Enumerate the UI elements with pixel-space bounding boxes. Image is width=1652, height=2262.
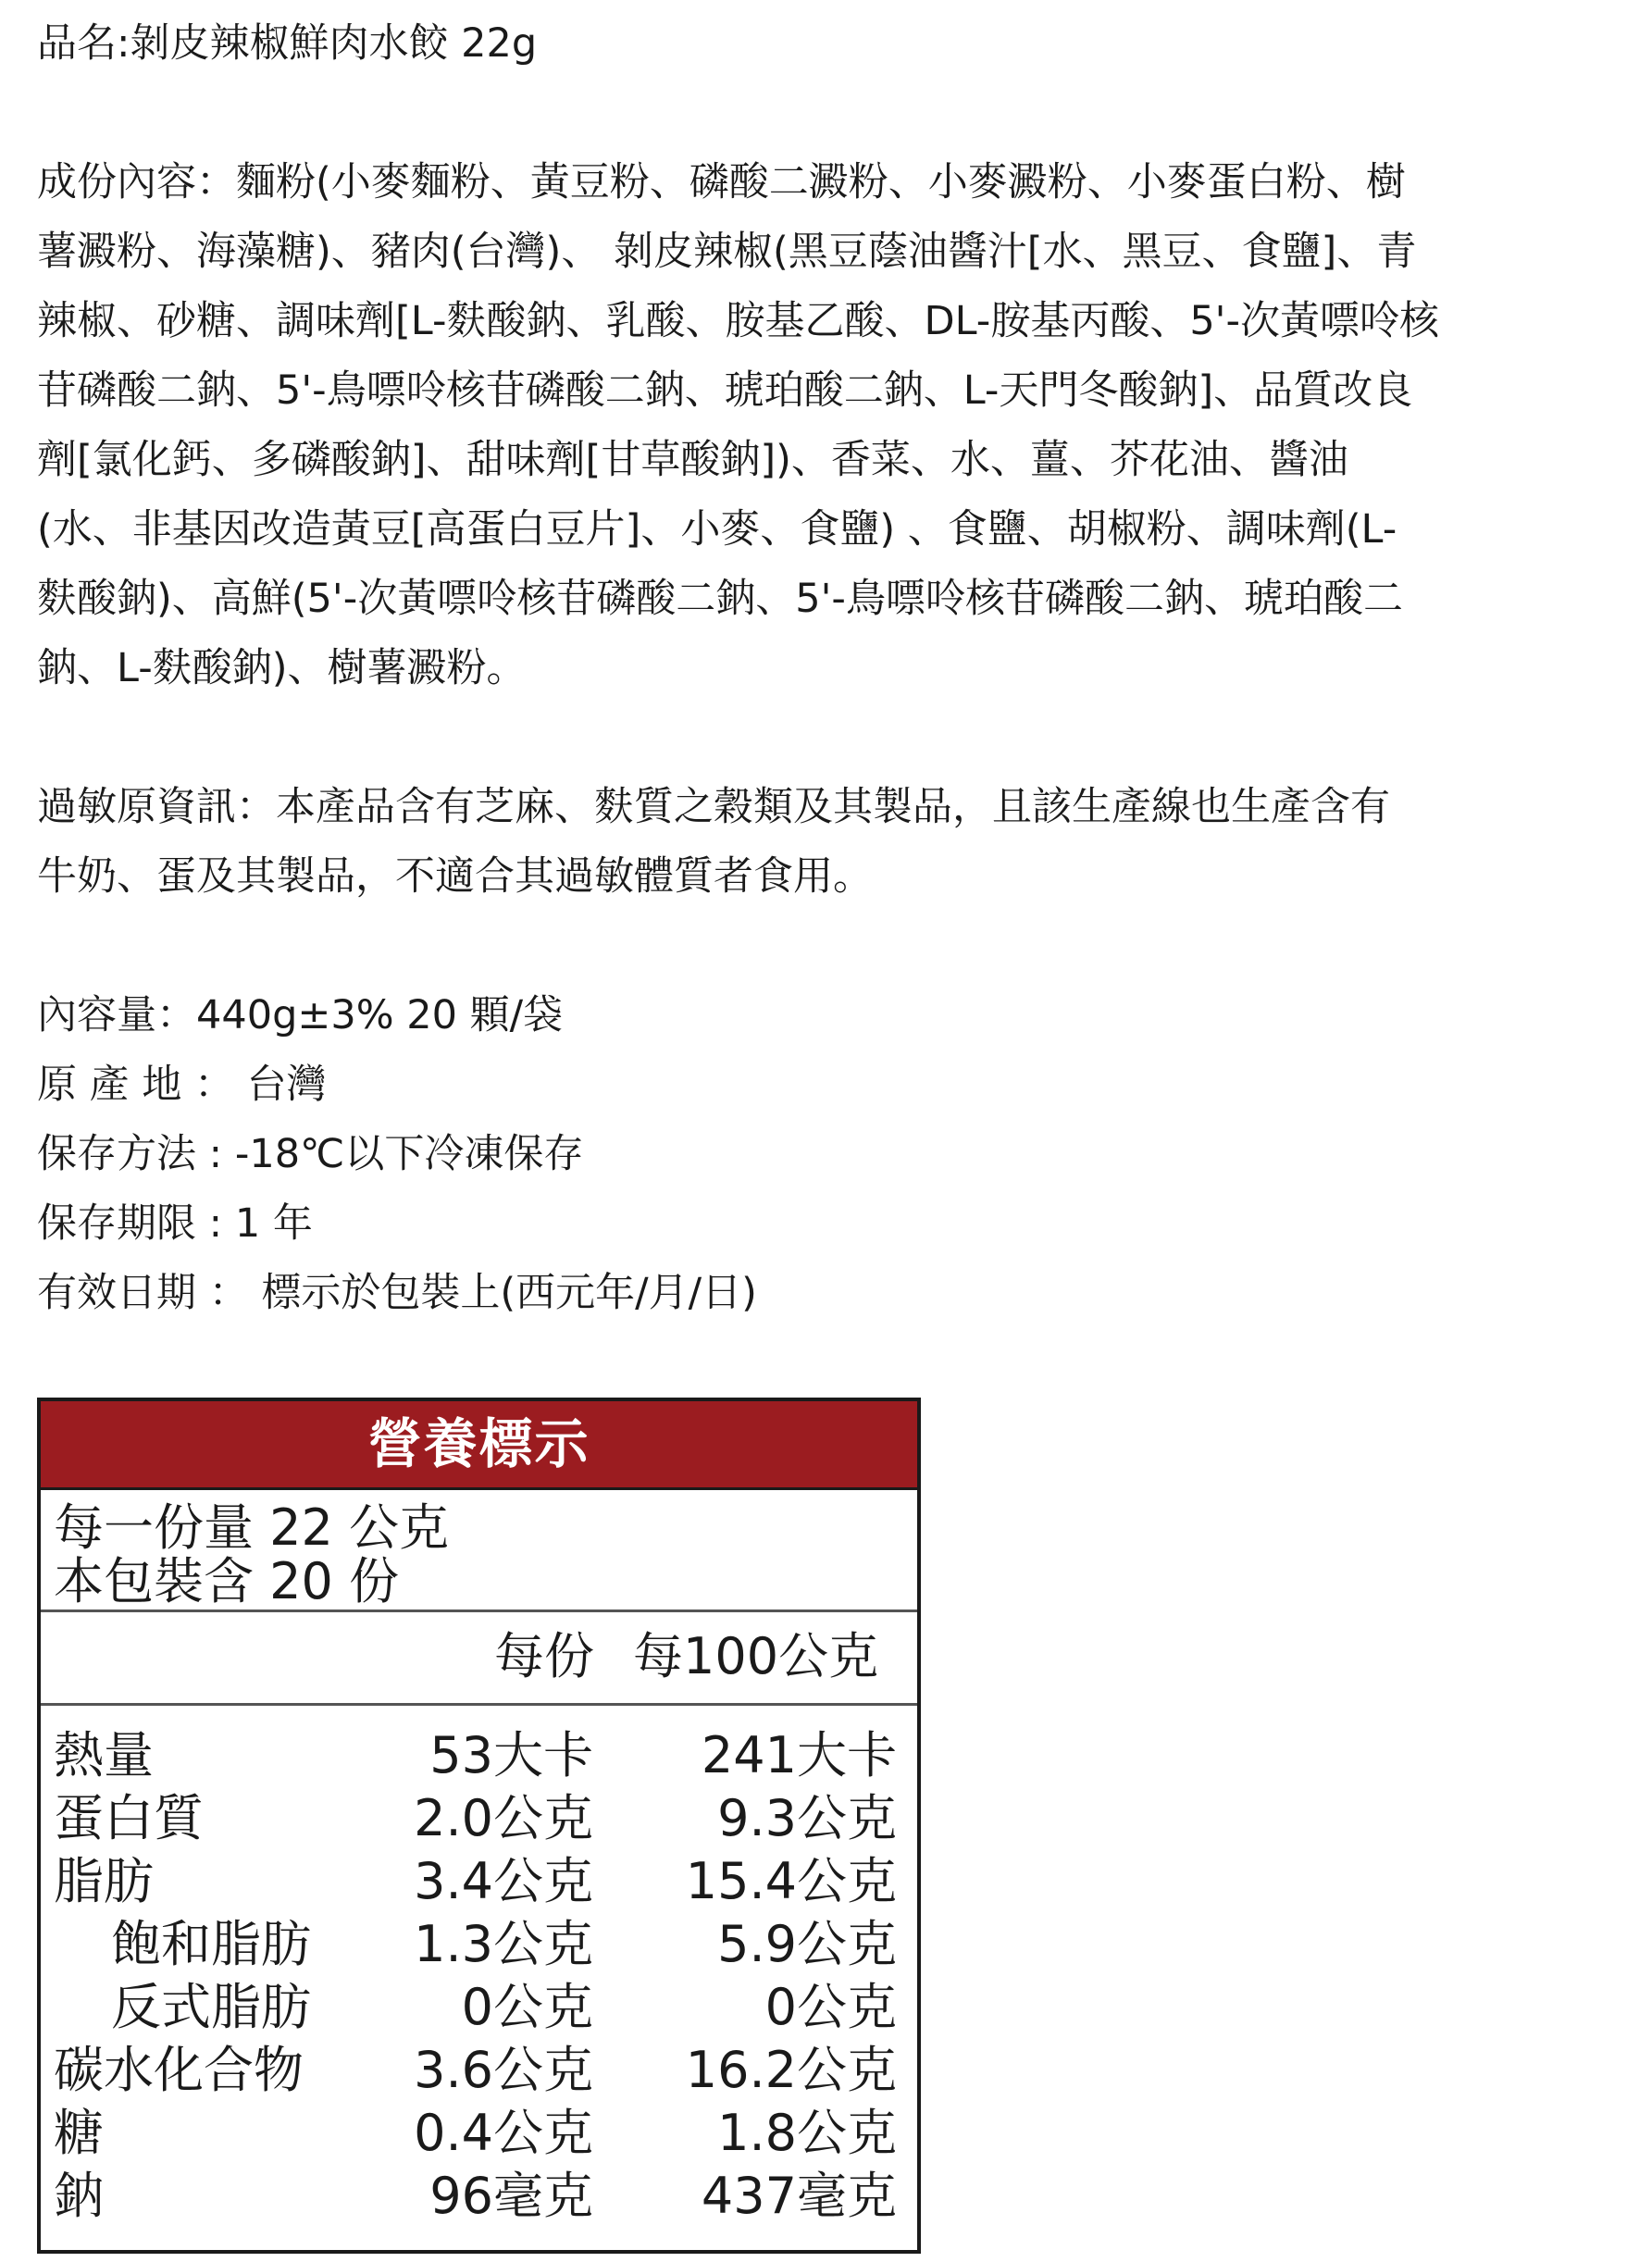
nutrient-label: 反式脂肪 [111,1978,311,2036]
table-row [41,1913,917,1976]
net-content: 內容量：440g±3% 20 顆/袋 [37,992,564,1038]
per-serving-value: 2.0公克 [414,1789,593,1847]
ingredients-line: 辣椒、砂糖、調味劑[L-麩酸鈉、乳酸、胺基乙酸、DL-胺基丙酸、5'-次黃嘌呤核 [37,298,1440,344]
servings-per-pack: 本包裝含 20 份 [54,1552,400,1610]
nutrition-facts-table [37,1398,921,2254]
nutrient-label: 熱量 [54,1726,154,1784]
per-serving-value: 3.6公克 [414,2041,593,2099]
ingredients-line: 成份內容：麵粉(小麥麵粉、黃豆粉、磷酸二澱粉、小麥澱粉、小麥蛋白粉、樹 [37,159,1406,205]
nutrient-label: 蛋白質 [54,1789,204,1847]
ingredients-line: 薯澱粉、海藻糖)、豬肉(台灣)、 剝皮辣椒(黑豆蔭油醬汁[水、黑豆、食鹽]、青 [37,229,1417,275]
per-serving-value: 1.3公克 [414,1915,593,1973]
table-row [41,1976,917,2039]
allergen-line: 過敏原資訊：本產品含有芝麻、麩質之穀類及其製品，且該生產線也生產含有 [37,784,1390,830]
specs-section [37,981,757,1328]
serving-info [41,1490,917,1612]
ingredients-line: 麩酸鈉)、高鮮(5'-次黃嘌呤核苷磷酸二鈉、5'-鳥嘌呤核苷磷酸二鈉、琥珀酸二 [37,576,1403,622]
table-row [41,2039,917,2102]
nutrition-title: 營養標示 [41,1401,917,1490]
per-100g-value: 9.3公克 [717,1789,897,1847]
per-serving-value: 0.4公克 [414,2104,593,2162]
ingredients-line: 劑[氯化鈣、多磷酸鈉]、甜味劑[甘草酸鈉])、香菜、水、薑、芥花油、醬油 [37,437,1348,483]
nutrient-label: 飽和脂肪 [111,1915,311,1973]
storage-method: 保存方法 : -18℃以下冷凍保存 [37,1131,584,1177]
table-row [41,2165,917,2228]
per-100g-value: 15.4公克 [685,1852,897,1910]
nutrient-label: 糖 [54,2104,104,2162]
nutrition-rows [41,1706,917,2228]
per-100g-value: 5.9公克 [717,1915,897,1973]
col-per-serving: 每份 [494,1627,594,1685]
table-row [41,1724,917,1787]
nutrient-label: 碳水化合物 [54,2041,304,2099]
table-row [41,2102,917,2165]
product-name: 品名:剝皮辣椒鮮肉水餃 22g [37,20,538,67]
ingredients-section [37,148,1439,703]
allergen-section [37,773,1390,912]
allergen-line: 牛奶、蛋及其製品，不適合其過敏體質者食用。 [37,853,873,900]
shelf-life: 保存期限 : 1 年 [37,1200,313,1247]
serving-size: 每一份量 22 公克 [54,1498,450,1557]
per-serving-value: 96毫克 [429,2167,593,2225]
per-100g-value: 241大卡 [701,1726,897,1784]
ingredients-line: 鈉、L-麩酸鈉)、樹薯澱粉。 [37,645,527,691]
nutrient-label: 鈉 [54,2167,104,2225]
per-100g-value: 1.8公克 [717,2104,897,2162]
origin: 原 產 地 ： 台灣 [37,1062,327,1108]
per-100g-value: 0公克 [764,1978,897,2036]
col-per-100g: 每100公克 [633,1627,879,1685]
per-serving-value: 53大卡 [429,1726,593,1784]
ingredients-line: (水、非基因改造黃豆[高蛋白豆片]、小麥、食鹽) 、食鹽、胡椒粉、調味劑(L- [37,506,1397,553]
ingredients-line: 苷磷酸二鈉、5'-鳥嘌呤核苷磷酸二鈉、琥珀酸二鈉、L-天門冬酸鈉]、品質改良 [37,367,1413,414]
table-row [41,1850,917,1913]
per-100g-value: 16.2公克 [685,2041,897,2099]
per-serving-value: 3.4公克 [414,1852,593,1910]
per-100g-value: 437毫克 [701,2167,897,2225]
expiry-date: 有效日期 ： 標示於包裝上(西元年/月/日) [37,1270,757,1316]
nutrition-column-header [41,1612,917,1706]
nutrient-label: 脂肪 [54,1852,154,1910]
per-serving-value: 0公克 [461,1978,593,2036]
table-row [41,1787,917,1850]
